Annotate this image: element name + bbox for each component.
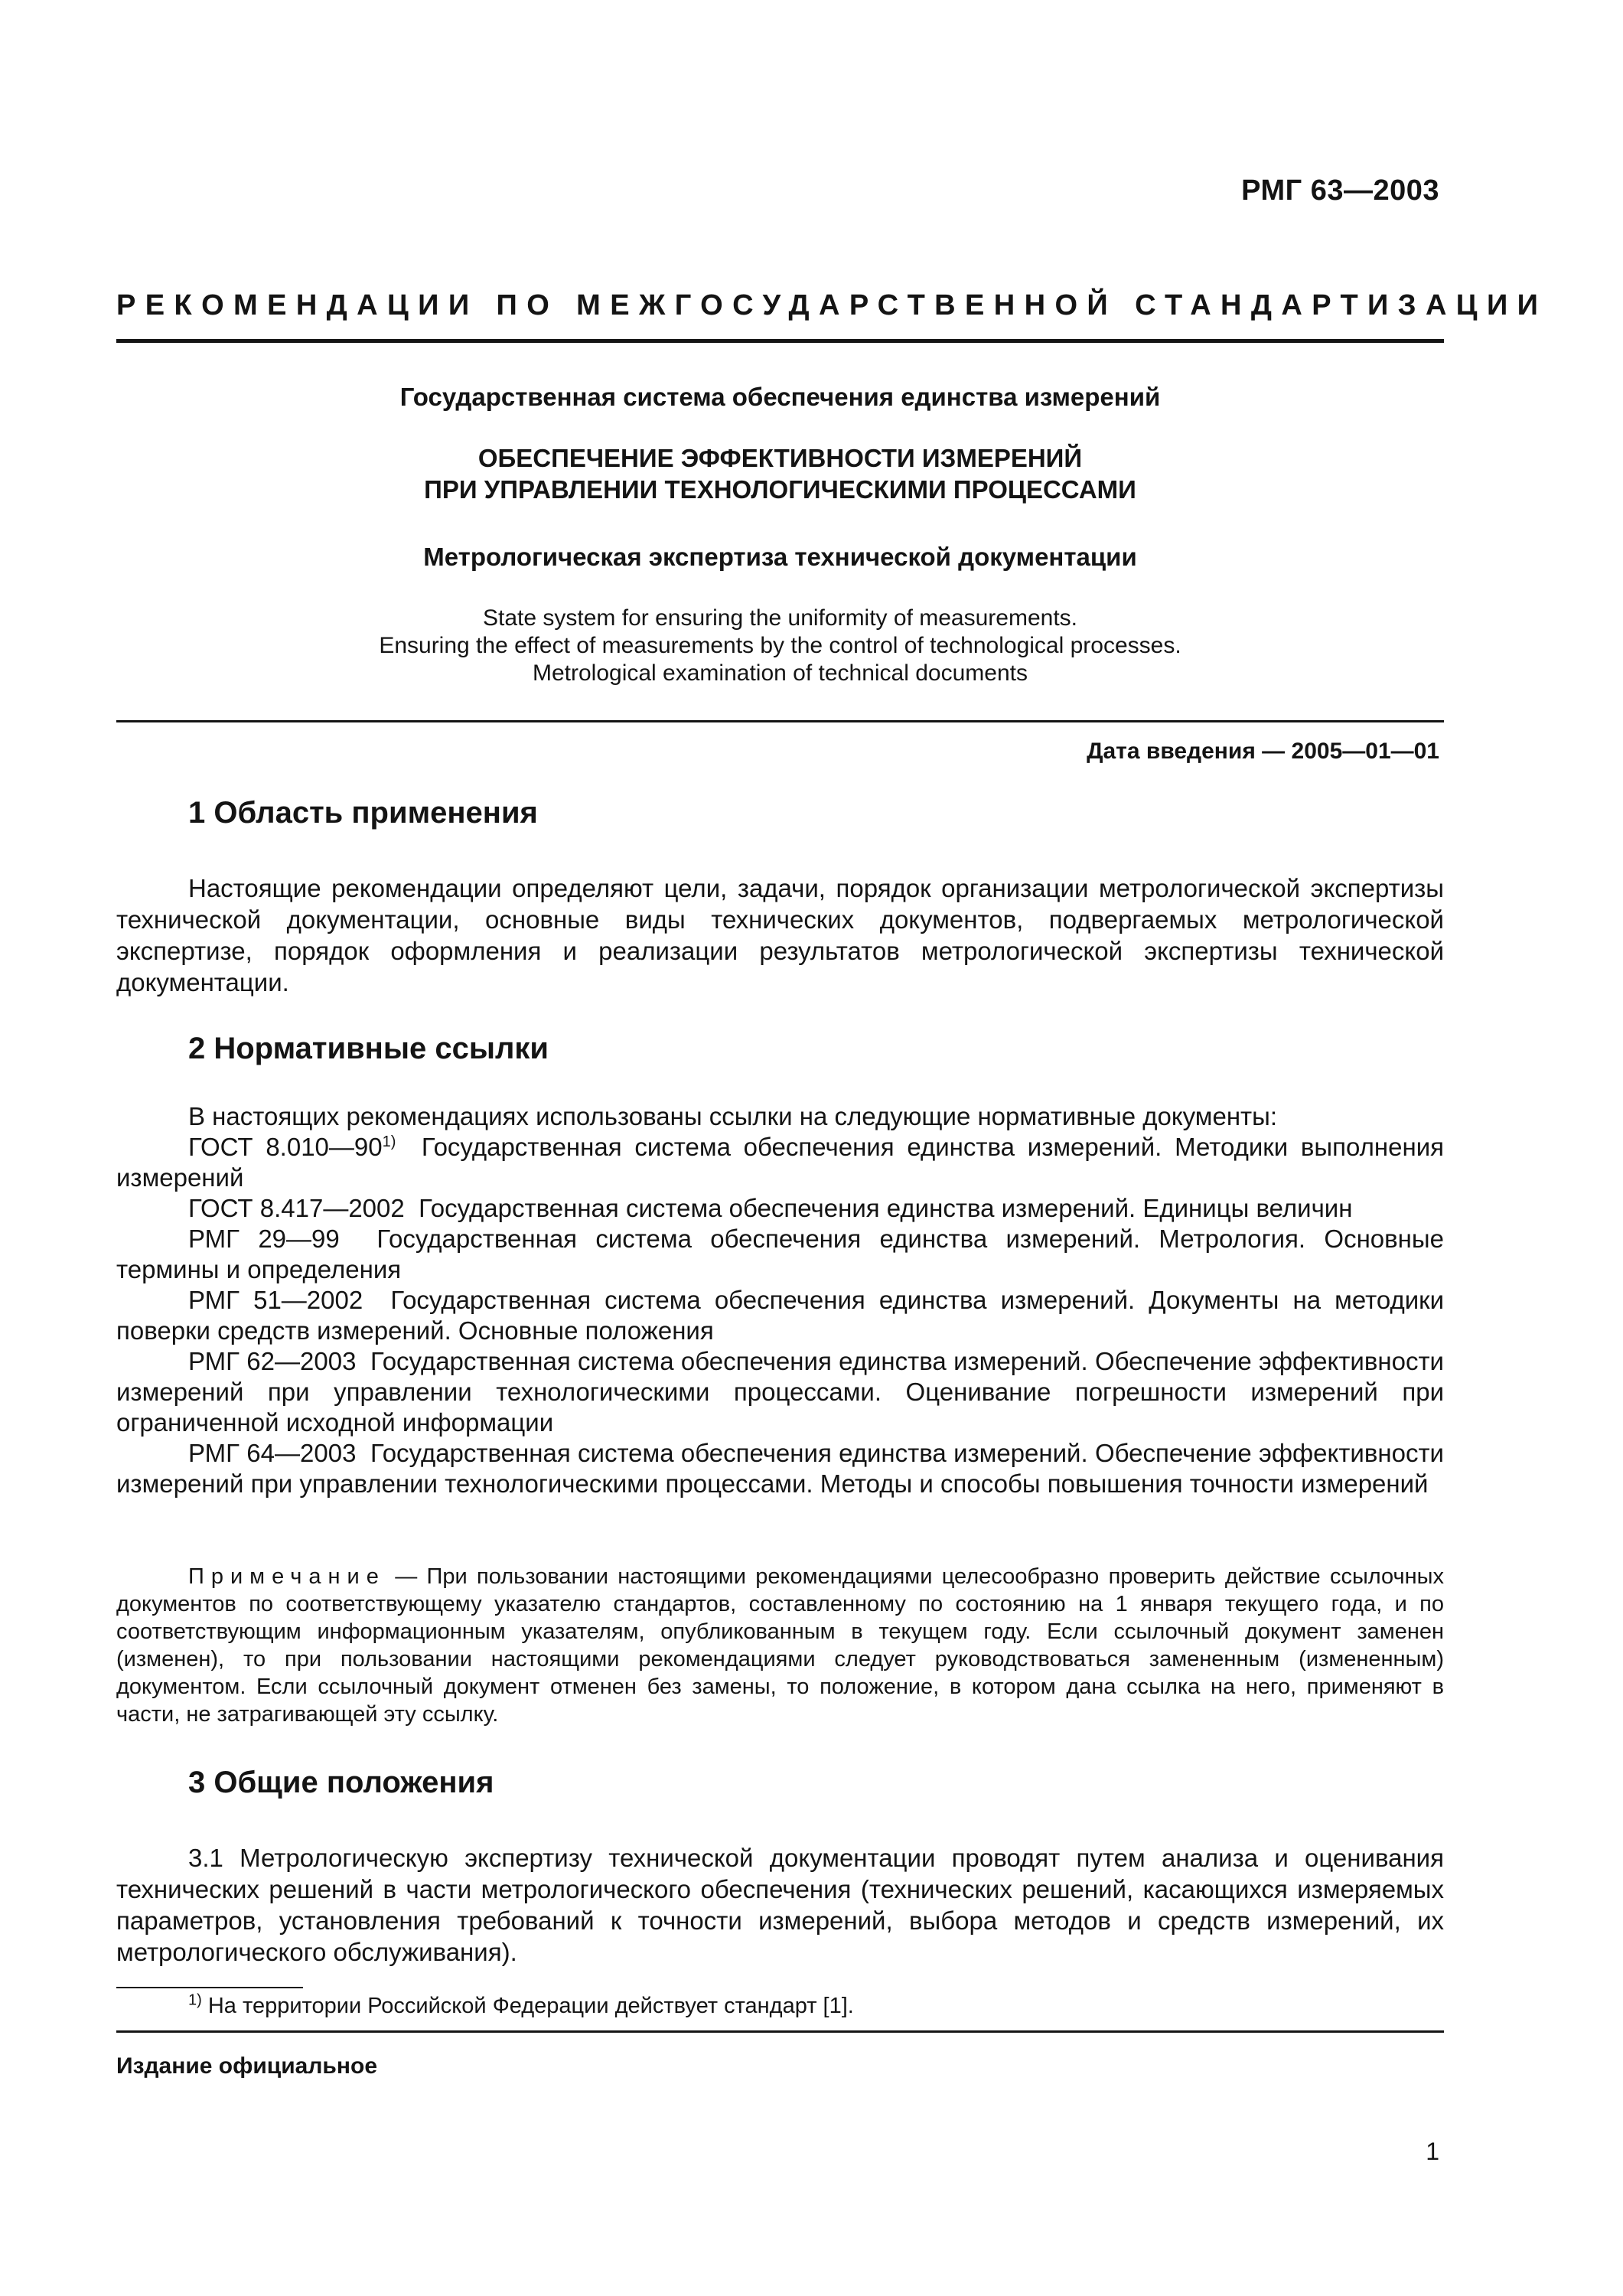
section-3-heading: 3 Общие положения xyxy=(188,1766,494,1799)
footnote-divider xyxy=(116,1987,303,1988)
english-title xyxy=(116,605,1444,687)
section-1-text: Настоящие рекомендации определяют цели, задачи, порядок организации метрологической экспертизы технической документации, основные виды технических документов, подвергаемых метрологической экспертизе, порядок оформления и реализации результатов метрологической экспертизы технической документации. xyxy=(116,874,1444,996)
system-title: Государственная система обеспечения единства измерений xyxy=(399,383,1161,411)
reference-text: Государственная система обеспечения единства измерений. Обеспечение эффективности измерений при управлении технологическими процессами. Методы и способы повышения точности измерений xyxy=(116,1439,1444,1498)
bottom-divider xyxy=(116,2030,1444,2033)
reference-code: ГОСТ 8.010—90 xyxy=(188,1133,383,1161)
page-number: 1 xyxy=(1426,2138,1439,2165)
english-title-line-3: Metrological examination of technical documents xyxy=(532,660,1028,686)
reference-text: Государственная система обеспечения единства измерений. Единицы величин xyxy=(419,1194,1353,1222)
reference-item xyxy=(116,1224,1444,1285)
footnote-mark: 1) xyxy=(188,1991,202,2009)
reference-code: РМГ 29—99 xyxy=(188,1225,340,1253)
document-series-title: РЕКОМЕНДАЦИИ ПО МЕЖГОСУДАРСТВЕННОЙ СТАНДАРТИЗАЦИИ xyxy=(116,289,1548,321)
introduction-date: Дата введения — 2005—01—01 xyxy=(1087,739,1439,764)
footnote xyxy=(188,1991,854,2019)
footnote-marker: 1) xyxy=(382,1133,396,1150)
references-note xyxy=(116,1563,1444,1728)
reference-text: Государственная система обеспечения единства измерений. Обеспечение эффективности измерений при управлении технологическими процессами. Оценивание погрешности измерений при ограниченной исходной информации xyxy=(116,1347,1444,1437)
top-divider xyxy=(116,339,1444,343)
title-divider xyxy=(116,720,1444,722)
references-list xyxy=(116,1101,1444,1499)
section-3-text: 3.1 Метрологическую экспертизу технической документации проводят путем анализа и оценивания технических решений в части метрологического обеспечения (технических решений, касающихся измеряемых параметров, установления требований к точности измерений, выбора методов и средств измерений, их метрологического обслуживания). xyxy=(116,1844,1444,1966)
reference-code: РМГ 62—2003 xyxy=(188,1347,357,1375)
note-text: — При пользовании настоящими рекомендациями целесообразно проверить действие ссылочных документов по соответствующему указателю стандартов, составленному по состоянию на 1 января текущего года, и по соответствующим информационным указателям, опубликованным в текущем году. Если ссылочный документ заменен (изменен), то при пользовании настоящими рекомендациями следует руководствоваться замененным (измененным) документом. Если ссылочный документ отменен без замены, то положение, в котором дана ссылка на него, применяют в части, не затрагивающей эту ссылку. xyxy=(116,1564,1444,1727)
main-title xyxy=(116,442,1444,505)
references-intro: В настоящих рекомендациях использованы ссылки на следующие нормативные документы: xyxy=(188,1102,1278,1130)
reference-item xyxy=(116,1193,1444,1224)
reference-item xyxy=(116,1438,1444,1499)
subtitle: Метрологическая экспертиза технической документации xyxy=(423,543,1137,571)
english-title-line-1: State system for ensuring the uniformity of measurements. xyxy=(483,605,1077,631)
reference-code: РМГ 64—2003 xyxy=(188,1439,357,1467)
reference-item xyxy=(116,1132,1444,1193)
reference-code: ГОСТ 8.417—2002 xyxy=(188,1194,405,1222)
section-2-heading: 2 Нормативные ссылки xyxy=(188,1032,549,1065)
reference-text: Государственная система обеспечения единства измерений. Документы на методики поверки средств измерений. Основные положения xyxy=(116,1286,1445,1345)
footnote-text: На территории Российской Федерации действует стандарт [1]. xyxy=(207,1994,854,2018)
main-title-line-2: ПРИ УПРАВЛЕНИИ ТЕХНОЛОГИЧЕСКИМИ ПРОЦЕССАМИ xyxy=(424,475,1136,504)
english-title-line-2: Ensuring the effect of measurements by the control of technological processes. xyxy=(379,633,1181,658)
section-1-heading: 1 Область применения xyxy=(188,796,538,830)
note-label: Примечание xyxy=(188,1564,386,1589)
reference-text: Государственная система обеспечения единства измерений. Метрология. Основные термины и определения xyxy=(116,1225,1444,1283)
reference-code: РМГ 51—2002 xyxy=(188,1286,363,1314)
document-number: РМГ 63—2003 xyxy=(1241,174,1439,207)
main-title-line-1: ОБЕСПЕЧЕНИЕ ЭФФЕКТИВНОСТИ ИЗМЕРЕНИЙ xyxy=(477,444,1083,472)
reference-item xyxy=(116,1346,1444,1438)
reference-item xyxy=(116,1285,1444,1346)
official-edition-label: Издание официальное xyxy=(116,2053,378,2079)
reference-text: Государственная система обеспечения единства измерений. Методики выполнения измерений xyxy=(116,1133,1444,1192)
